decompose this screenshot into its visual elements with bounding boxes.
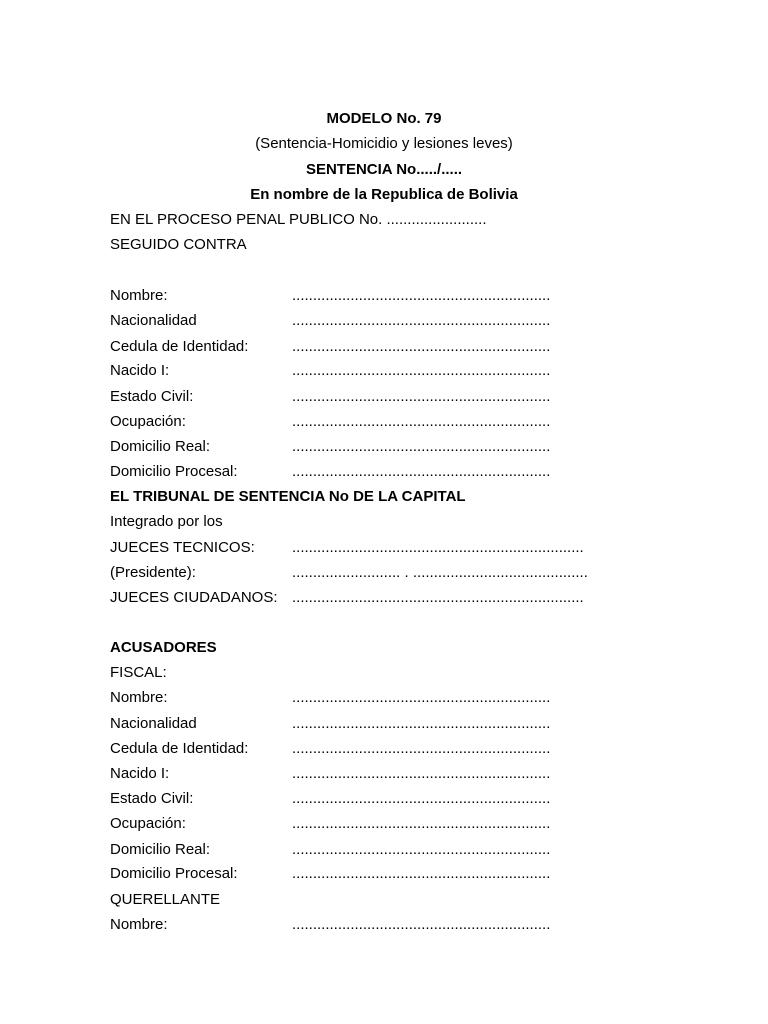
field-blank: .............................................................. xyxy=(292,388,551,405)
field-label: JUECES TECNICOS: xyxy=(110,539,255,556)
field-blank: ...................................................................... xyxy=(292,539,584,556)
field-label: (Presidente): xyxy=(110,564,196,581)
tribunal-integrated: Integrado por los xyxy=(110,513,223,530)
document-title: MODELO No. 79 xyxy=(326,110,442,127)
field-label: Cedula de Identidad: xyxy=(110,338,249,355)
field-blank: .............................................................. xyxy=(292,413,551,430)
field-blank: .............................................................. xyxy=(292,715,551,732)
field-label: Domicilio Procesal: xyxy=(110,865,238,882)
tribunal-heading: EL TRIBUNAL DE SENTENCIA No DE LA CAPITAL xyxy=(110,488,466,505)
field-label: Nombre: xyxy=(110,916,168,933)
field-blank: .............................................................. xyxy=(292,287,551,304)
field-label: Nacido I: xyxy=(110,362,170,379)
field-blank: .............................................................. xyxy=(292,865,551,882)
document-subtitle: (Sentencia-Homicidio y lesiones leves) xyxy=(255,135,513,152)
field-blank: .............................................................. xyxy=(292,765,551,782)
field-label: Nombre: xyxy=(110,287,168,304)
field-blank: .............................................................. xyxy=(292,815,551,832)
field-blank: .............................................................. xyxy=(292,312,551,329)
field-label: Nacionalidad xyxy=(110,715,197,732)
in-name-of-heading: En nombre de la Republica de Bolivia xyxy=(250,186,518,203)
field-label: Domicilio Procesal: xyxy=(110,463,238,480)
accusers-heading: ACUSADORES xyxy=(110,639,217,656)
field-blank: .............................................................. xyxy=(292,740,551,757)
field-label: Ocupación: xyxy=(110,815,186,832)
followed-against: SEGUIDO CONTRA xyxy=(110,236,247,253)
field-label: Nacionalidad xyxy=(110,312,197,329)
process-line: EN EL PROCESO PENAL PUBLICO No. ........................ xyxy=(110,211,487,228)
querellante-heading: QUERELLANTE xyxy=(110,891,221,908)
sentence-number: SENTENCIA No...../..... xyxy=(305,161,463,178)
field-blank: .............................................................. xyxy=(292,438,551,455)
field-label: Estado Civil: xyxy=(110,388,194,405)
field-blank: .............................................................. xyxy=(292,689,551,706)
field-label: Nombre: xyxy=(110,689,168,706)
field-label: Domicilio Real: xyxy=(110,438,211,455)
field-blank: .............................................................. xyxy=(292,362,551,379)
field-label: JUECES CIUDADANOS: xyxy=(110,589,278,606)
field-blank: .............................................................. xyxy=(292,463,551,480)
field-blank: ...................................................................... xyxy=(292,589,584,606)
field-label: Nacido I: xyxy=(110,765,170,782)
field-label: Cedula de Identidad: xyxy=(110,740,249,757)
field-label: Domicilio Real: xyxy=(110,841,211,858)
field-blank: .............................................................. xyxy=(292,790,551,807)
field-blank: .............................................................. xyxy=(292,338,551,355)
field-label: Estado Civil: xyxy=(110,790,194,807)
field-blank: .......................... . .......................................... xyxy=(292,564,588,581)
field-label: Ocupación: xyxy=(110,413,186,430)
field-blank: .............................................................. xyxy=(292,916,551,933)
field-blank: .............................................................. xyxy=(292,841,551,858)
fiscal-label: FISCAL: xyxy=(110,664,167,681)
